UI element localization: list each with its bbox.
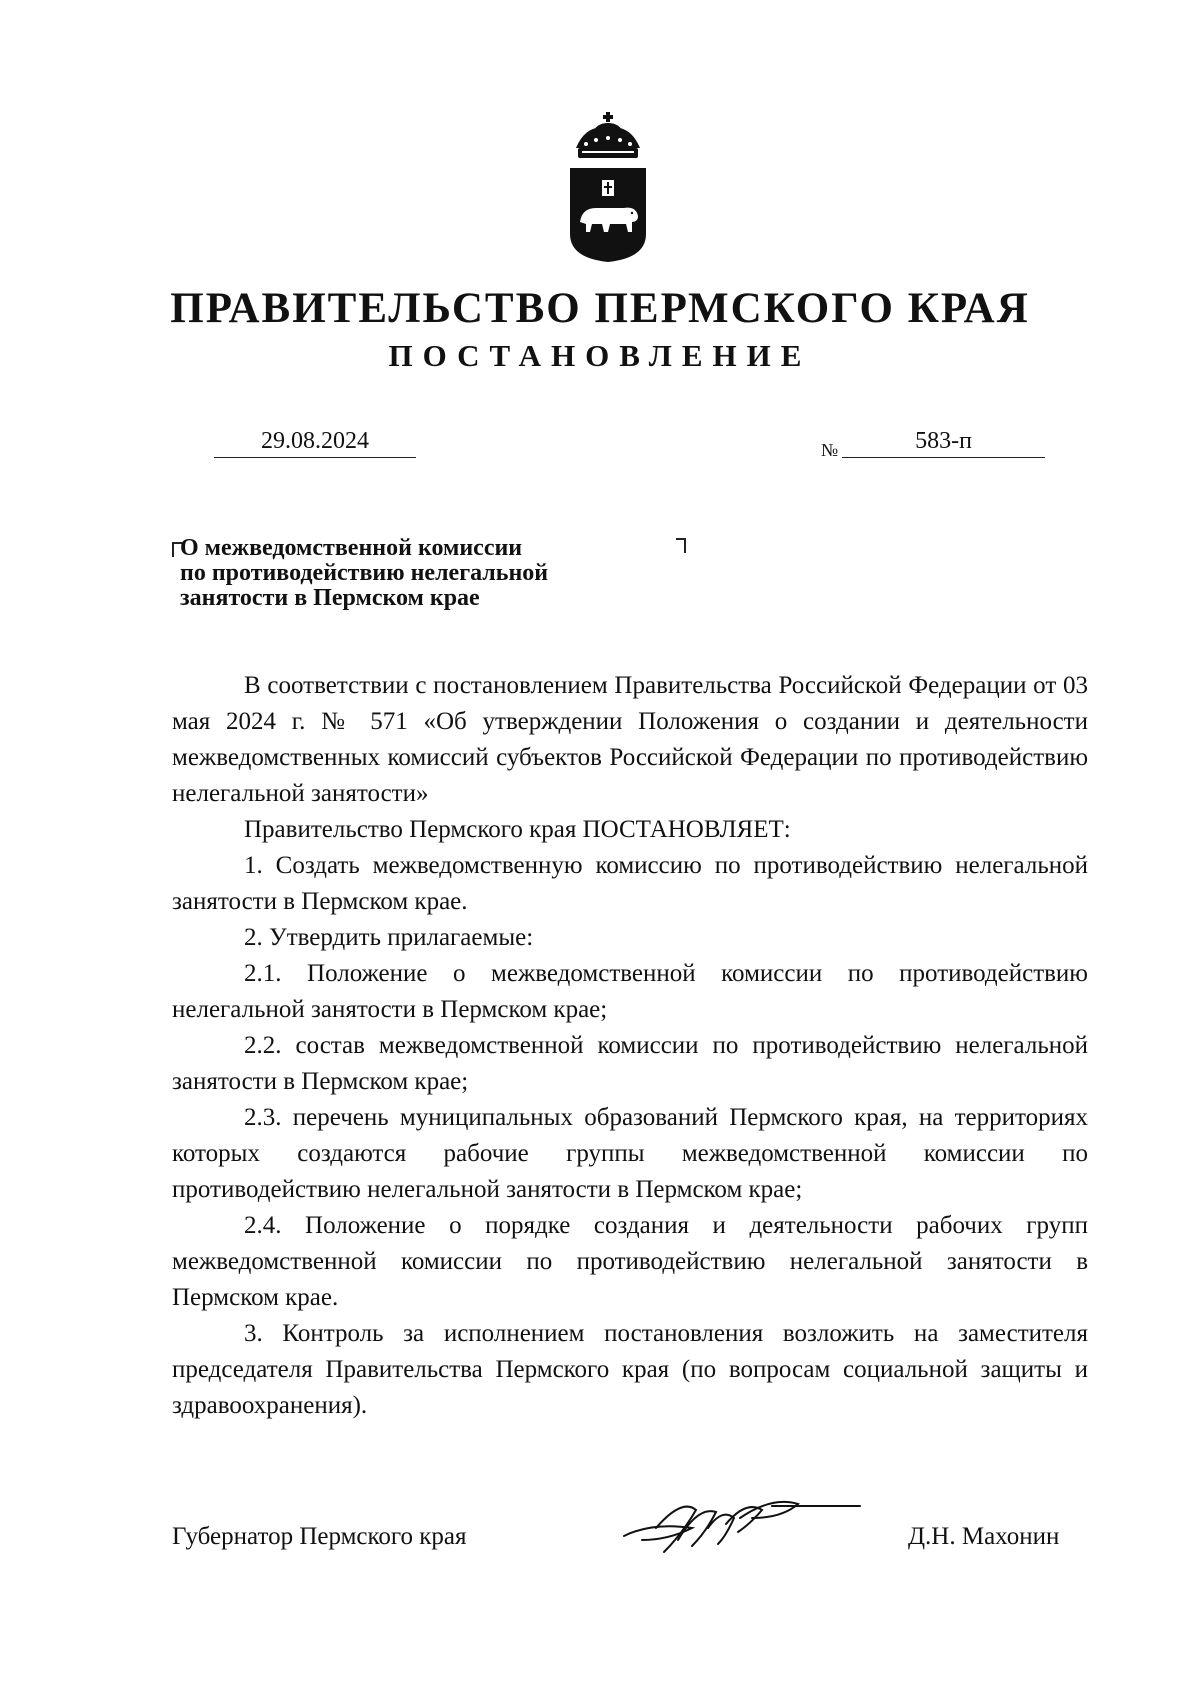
signer-position: Губернатор Пермского края — [172, 1523, 467, 1550]
handwritten-signature — [622, 1488, 862, 1560]
body-paragraph-2-3: 2.3. перечень муниципальных образований Пермского края, на территориях которых создаются рабочие группы межведомственной комиссии по противодействию нелегальной занятости в Пермском крае; — [172, 1104, 1088, 1203]
subject-corner-right — [676, 538, 686, 553]
number-label: № — [821, 440, 839, 460]
signer-name: Д.Н. Махонин — [908, 1523, 1060, 1550]
body-paragraph-2: 2. Утвердить прилагаемые: — [244, 924, 534, 951]
body-paragraph-2-2: 2.2. состав межведомственной комиссии по противодействию нелегальной занятости в Пермском крае; — [172, 1032, 1088, 1095]
body-paragraph-2-1: 2.1. Положение о межведомственной комиссии по противодействию нелегальной занятости в Пермском крае; — [172, 960, 1088, 1023]
subject-line: О межведомственной комиссии — [180, 535, 523, 561]
document-date: 29.08.2024 — [214, 428, 416, 458]
body-paragraph-preamble: В соответствии с постановлением Правительства Российской Федерации от 03 мая 2024 г. № 571 «Об утверждении Положения о создании и деятельности межведомственных комиссий субъектов Российской Федерации по противодействию нелегальной занятости» — [172, 672, 1088, 807]
subject-line: занятости в Пермском крае — [180, 585, 480, 611]
document-number: 583-п — [842, 428, 1045, 458]
document-subject — [180, 536, 548, 611]
coat-of-arms-icon — [566, 112, 650, 262]
document-type: ПОСТАНОВЛЕНИЕ — [388, 338, 812, 373]
government-title: ПРАВИТЕЛЬСТВО ПЕРМСКОГО КРАЯ — [170, 285, 1030, 332]
body-paragraph-1: 1. Создать межведомственную комиссию по противодействию нелегальной занятости в Пермском крае. — [172, 852, 1088, 915]
body-paragraph-resolves: Правительство Пермского края ПОСТАНОВЛЯЕТ: — [244, 816, 791, 843]
document-body — [172, 668, 1088, 1424]
body-paragraph-3: 3. Контроль за исполнением постановления возложить на заместителя председателя Правительства Пермского края (по вопросам социальной защиты и здравоохранения). — [172, 1320, 1088, 1419]
subject-line: по противодействию нелегальной — [180, 560, 549, 586]
body-paragraph-2-4: 2.4. Положение о порядке создания и деятельности рабочих групп межведомственной комиссии по противодействию нелегальной занятости в Пермском крае. — [172, 1212, 1088, 1311]
